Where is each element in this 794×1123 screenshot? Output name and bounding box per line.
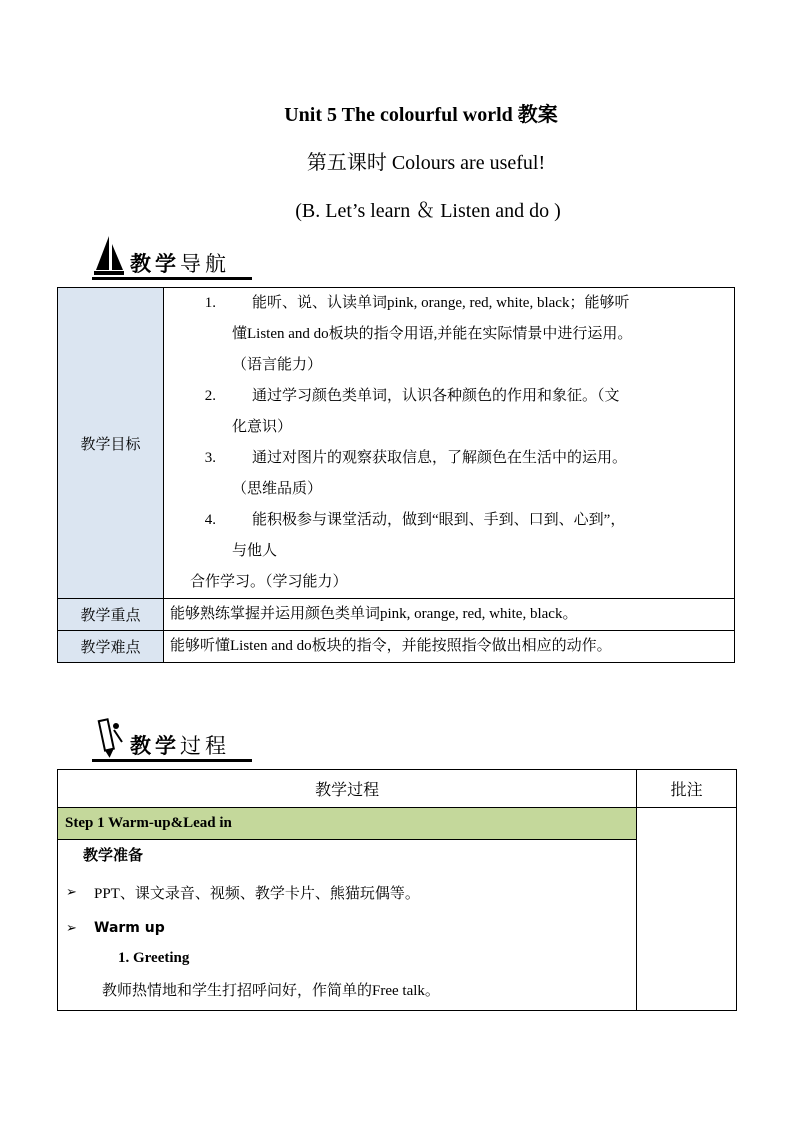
warmup-label: Warm up [94,920,165,936]
goals-label: 教学目标 [58,288,164,599]
notes-column-header: 批注 [637,770,737,808]
goal-item: 2. 通过学习颜色类单词，认识各种颜色的作用和象征。（文 [204,388,620,404]
teaching-process-table [57,769,737,1011]
arrow-bullet-icon: ➢ [66,920,77,936]
preparation-label: 教学准备 [83,846,144,864]
difficult-points-content: 能够听懂Listen and do板块的指令，并能按照指令做出相应的动作。 [164,631,735,663]
materials-text: PPT、课文录音、视频、教学卡片、熊猫玩偶等。 [94,886,420,902]
goal-item: 3. 通过对图片的观察获取信息，了解颜色在生活中的运用。 [204,450,628,466]
pencil-character-icon [92,716,126,760]
lesson-title: 第五课时 Colours are useful! [306,152,546,174]
list-item [58,920,636,936]
teaching-navigation-banner [92,232,230,278]
greeting-title: 1. Greeting [118,950,190,966]
list-item [58,882,636,903]
banner-text: 教学导航 [130,252,230,276]
arrow-bullet-icon: ➢ [66,885,77,900]
difficult-points-label: 教学难点 [58,631,164,663]
key-points-content: 能够熟练掌握并运用颜色类单词pink, orange, red, white, black。 [164,599,735,631]
banner-underline [92,277,252,280]
document-title: Unit 5 The colourful world 教案 [284,104,558,126]
key-points-label: 教学重点 [58,599,164,631]
sailboat-icon [92,234,126,278]
goal-item: 1. 能听、说、认读单词pink, orange, red, white, black；能够听 [204,295,630,311]
teaching-goals-table [57,287,735,663]
goals-content: 1. 能听、说、认读单词pink, orange, red, white, black；能够听 懂Listen and do板块的指令用语,并能在实际情景中进行运用。 （语言能力） 2. 通过学习颜色类单词，认识各种颜色的作用和象征。（文 化意识） 3. 通过对图片的观察获取信息，了解颜色在生活中的运用。 （思维品质） 4. 能积极参与课堂活动，做到“眼到、手到、口到、心到”， 与他人 合作学习。（学习能力） [164,288,735,599]
teaching-process-banner [92,714,230,760]
step-1-content [58,840,637,1011]
process-column-header: 教学过程 [58,770,637,808]
greeting-description: 教师热情地和学生打招呼问好，作简单的Free talk。 [102,983,440,999]
goal-item: 4. 能积极参与课堂活动，做到“眼到、手到、口到、心到”， [204,512,626,528]
step-1-title: Step 1 Warm-up&Lead in [58,808,637,840]
banner-underline [92,759,252,762]
section-title: (B. Let’s learn ＆ Listen and do ) [295,200,561,222]
banner-text: 教学过程 [130,734,230,758]
notes-cell [637,808,737,1011]
